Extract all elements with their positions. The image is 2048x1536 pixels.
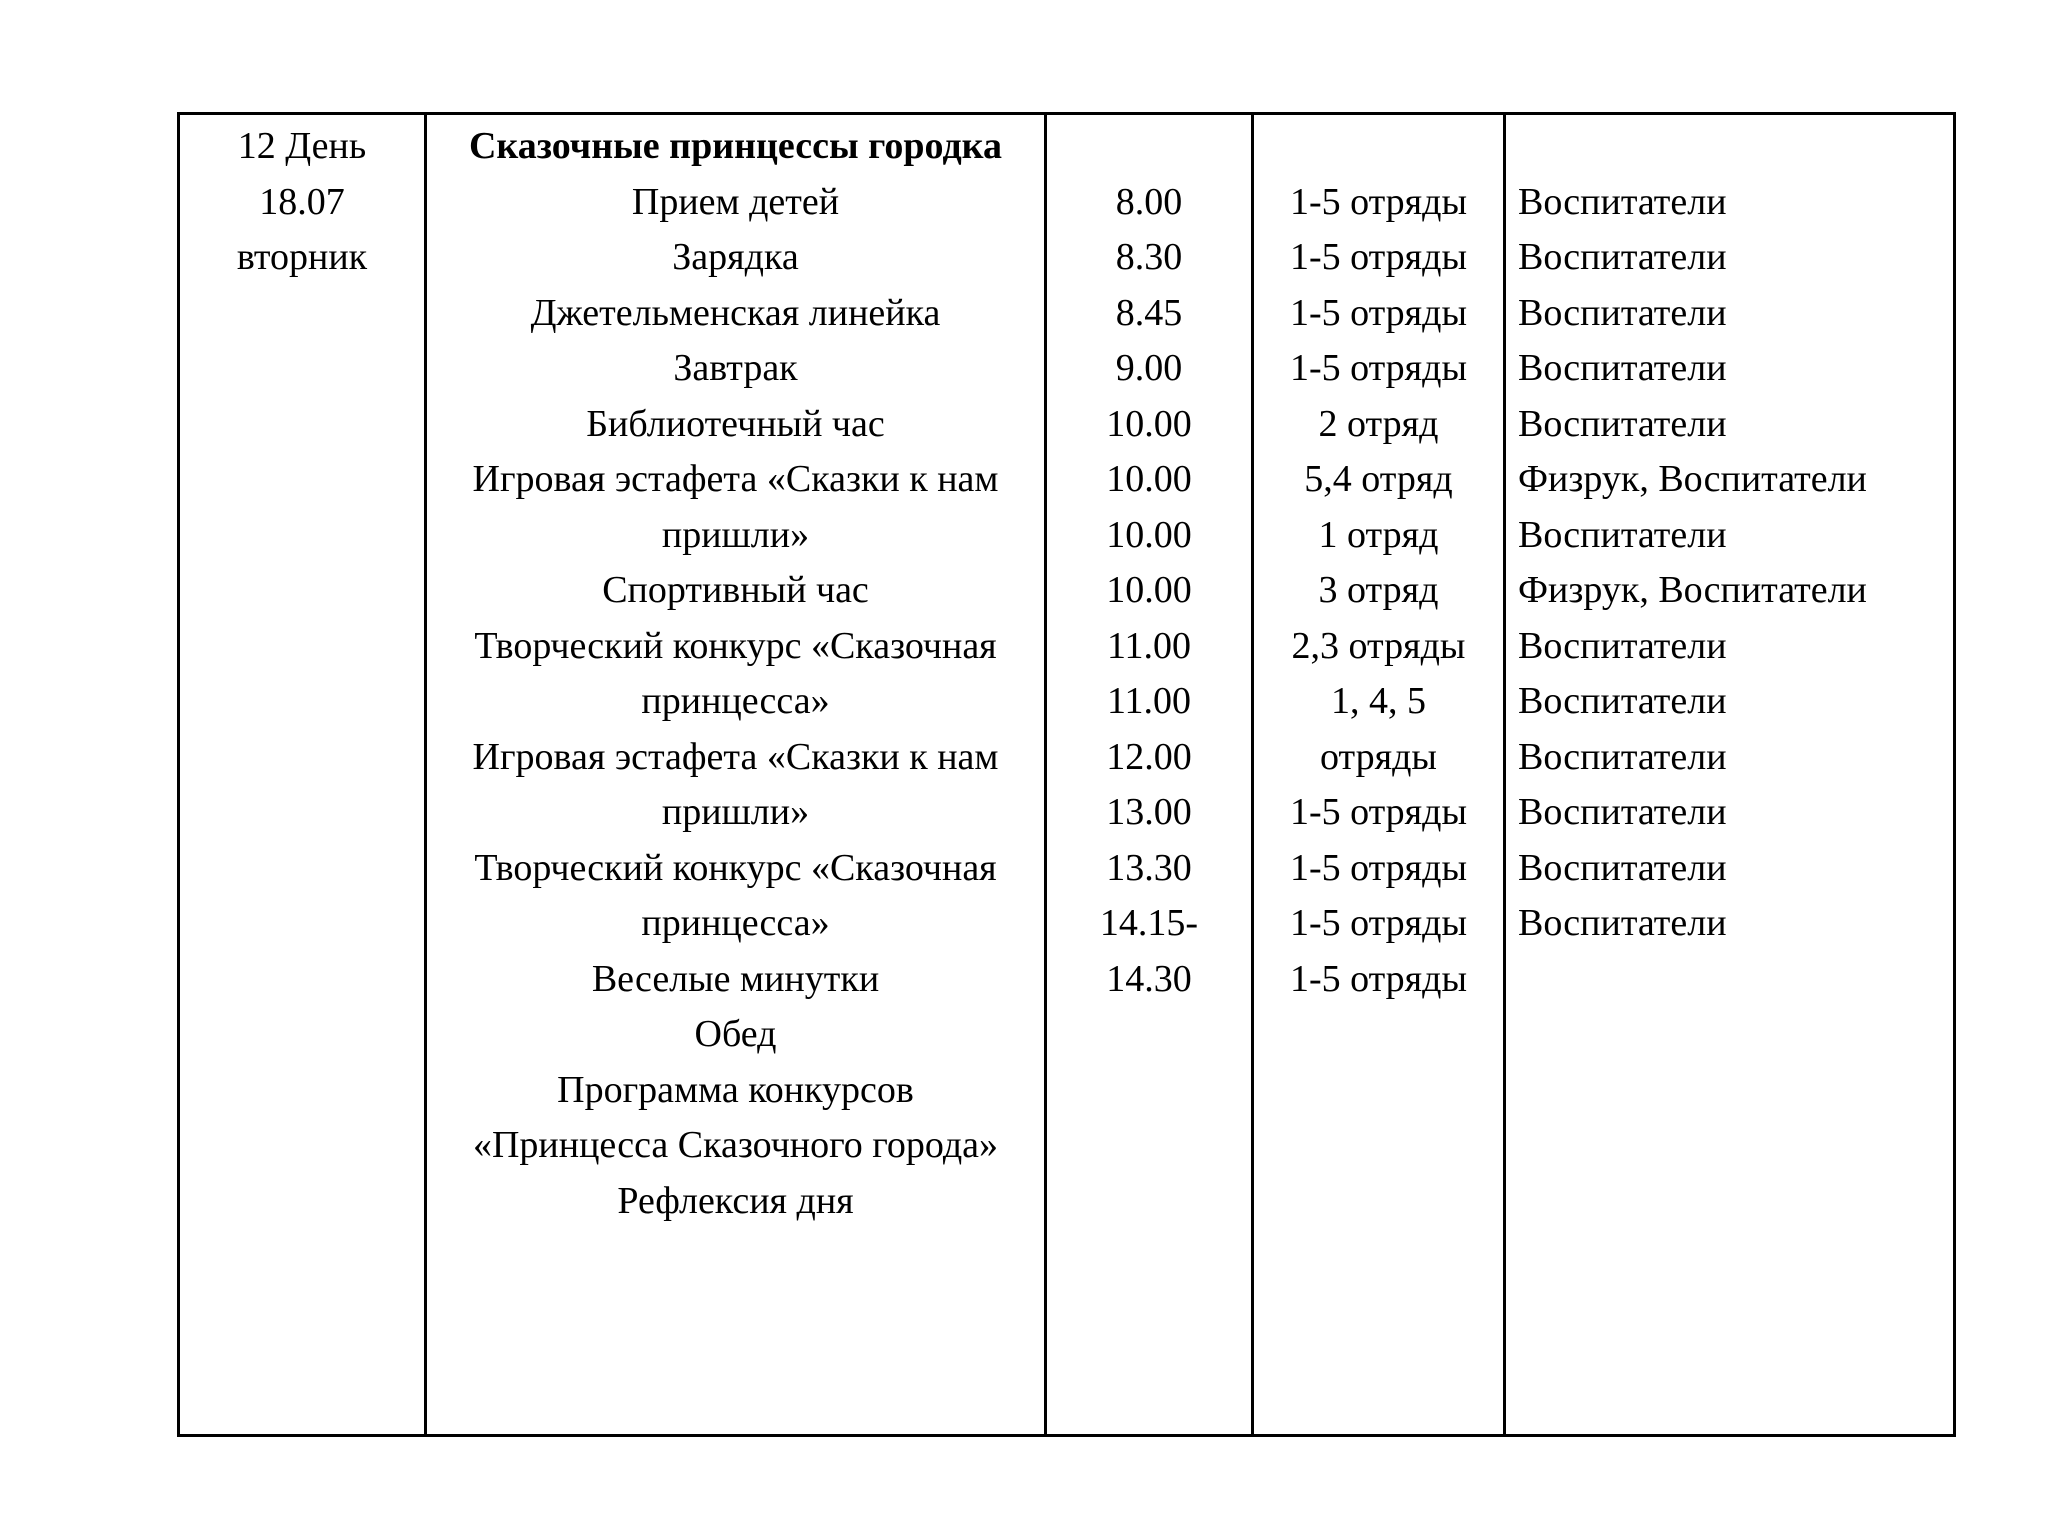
- event-line: Зарядка: [672, 236, 799, 278]
- day-column: [180, 115, 427, 1434]
- responsible-line: Воспитатели: [1518, 735, 1727, 778]
- event-line: Творческий конкурс «Сказочная: [474, 846, 997, 889]
- event-line: Программа конкурсов: [557, 1068, 914, 1111]
- day-theme-title: Сказочные принцессы городка: [468, 125, 1003, 167]
- time-header-spacer: [1047, 119, 1251, 175]
- event-line: «Принцесса Сказочного города»: [472, 1124, 999, 1166]
- group-line: 1, 4, 5: [1331, 680, 1426, 722]
- responsible-line: Воспитатели: [1518, 791, 1727, 833]
- time-line: 10.00: [1106, 513, 1192, 556]
- event-line: Спортивный час: [602, 569, 869, 611]
- schedule-table: [177, 112, 1956, 1437]
- responsible-line: Воспитатели: [1518, 347, 1727, 389]
- time-line: 9.00: [1115, 347, 1183, 389]
- day-weekday: вторник: [236, 236, 368, 278]
- group-line: 1-5 отряды: [1289, 236, 1468, 278]
- time-line: 13.30: [1106, 846, 1192, 889]
- events-column: [427, 115, 1047, 1434]
- day-date: 18.07: [259, 180, 345, 223]
- group-line: 1-5 отряды: [1289, 347, 1468, 389]
- event-line: пришли»: [661, 513, 810, 556]
- time-line: 10.00: [1106, 569, 1192, 611]
- responsible-line: Воспитатели: [1518, 180, 1727, 223]
- event-line: принцесса»: [641, 902, 830, 944]
- group-line: 1-5 отряды: [1289, 180, 1468, 223]
- time-line: 8.30: [1115, 236, 1183, 278]
- responsible-line: Физрук, Воспитатели: [1518, 569, 1867, 611]
- groups-list: [1254, 175, 1503, 1008]
- group-line: 1-5 отряды: [1289, 957, 1468, 1000]
- event-line: Джетельменская линейка: [530, 291, 941, 334]
- group-line: 3 отряд: [1318, 569, 1439, 611]
- group-line: 1-5 отряды: [1289, 791, 1468, 833]
- group-line: 1 отряд: [1318, 513, 1439, 556]
- day-number: 12 День: [237, 125, 367, 167]
- time-line: 14.30: [1106, 957, 1192, 1000]
- time-line: 11.00: [1106, 680, 1192, 722]
- responsible-line: Воспитатели: [1518, 680, 1727, 722]
- time-column: [1047, 115, 1254, 1434]
- responsible-line: Воспитатели: [1518, 513, 1727, 556]
- event-line: принцесса»: [641, 680, 830, 722]
- event-line: пришли»: [661, 791, 810, 833]
- group-column: [1254, 115, 1506, 1434]
- responsible-header-spacer: [1518, 119, 1953, 175]
- event-line: Обед: [694, 1013, 777, 1055]
- group-line: отряды: [1320, 735, 1437, 778]
- responsible-list: [1518, 175, 1953, 952]
- time-line: 8.00: [1115, 180, 1183, 223]
- group-line: 1-5 отряды: [1289, 291, 1468, 334]
- time-line: 12.00: [1106, 735, 1192, 778]
- event-line: Веселые минутки: [591, 957, 880, 1000]
- time-line: 10.00: [1106, 458, 1192, 500]
- time-line: 8.45: [1115, 291, 1183, 334]
- responsible-line: Воспитатели: [1518, 402, 1727, 445]
- event-line: Рефлексия дня: [617, 1179, 854, 1222]
- group-line: 1-5 отряды: [1289, 902, 1468, 944]
- event-line: Завтрак: [673, 347, 798, 389]
- events-list: [427, 175, 1044, 1230]
- event-line: Игровая эстафета «Сказки к нам: [472, 735, 999, 778]
- responsible-line: Воспитатели: [1518, 236, 1727, 278]
- group-line: 1-5 отряды: [1289, 846, 1468, 889]
- event-line: Библиотечный час: [586, 402, 885, 445]
- responsible-line: Воспитатели: [1518, 902, 1727, 944]
- responsible-line: Воспитатели: [1518, 846, 1727, 889]
- time-line: 10.00: [1106, 402, 1192, 445]
- times-list: [1047, 175, 1251, 1008]
- event-line: Игровая эстафета «Сказки к нам: [472, 458, 999, 500]
- responsible-line: Физрук, Воспитатели: [1518, 458, 1867, 500]
- responsible-line: Воспитатели: [1518, 624, 1727, 667]
- group-line: 5,4 отряд: [1304, 458, 1453, 500]
- group-header-spacer: [1254, 119, 1503, 175]
- responsible-column: [1506, 115, 1953, 1434]
- time-line: 11.00: [1106, 624, 1192, 667]
- responsible-line: Воспитатели: [1518, 291, 1727, 334]
- group-line: 2 отряд: [1318, 402, 1439, 445]
- time-line: 13.00: [1106, 791, 1192, 833]
- event-line: Творческий конкурс «Сказочная: [474, 624, 997, 667]
- group-line: 2,3 отряды: [1291, 624, 1466, 667]
- event-line: Прием детей: [631, 180, 840, 223]
- time-line: 14.15-: [1099, 902, 1199, 944]
